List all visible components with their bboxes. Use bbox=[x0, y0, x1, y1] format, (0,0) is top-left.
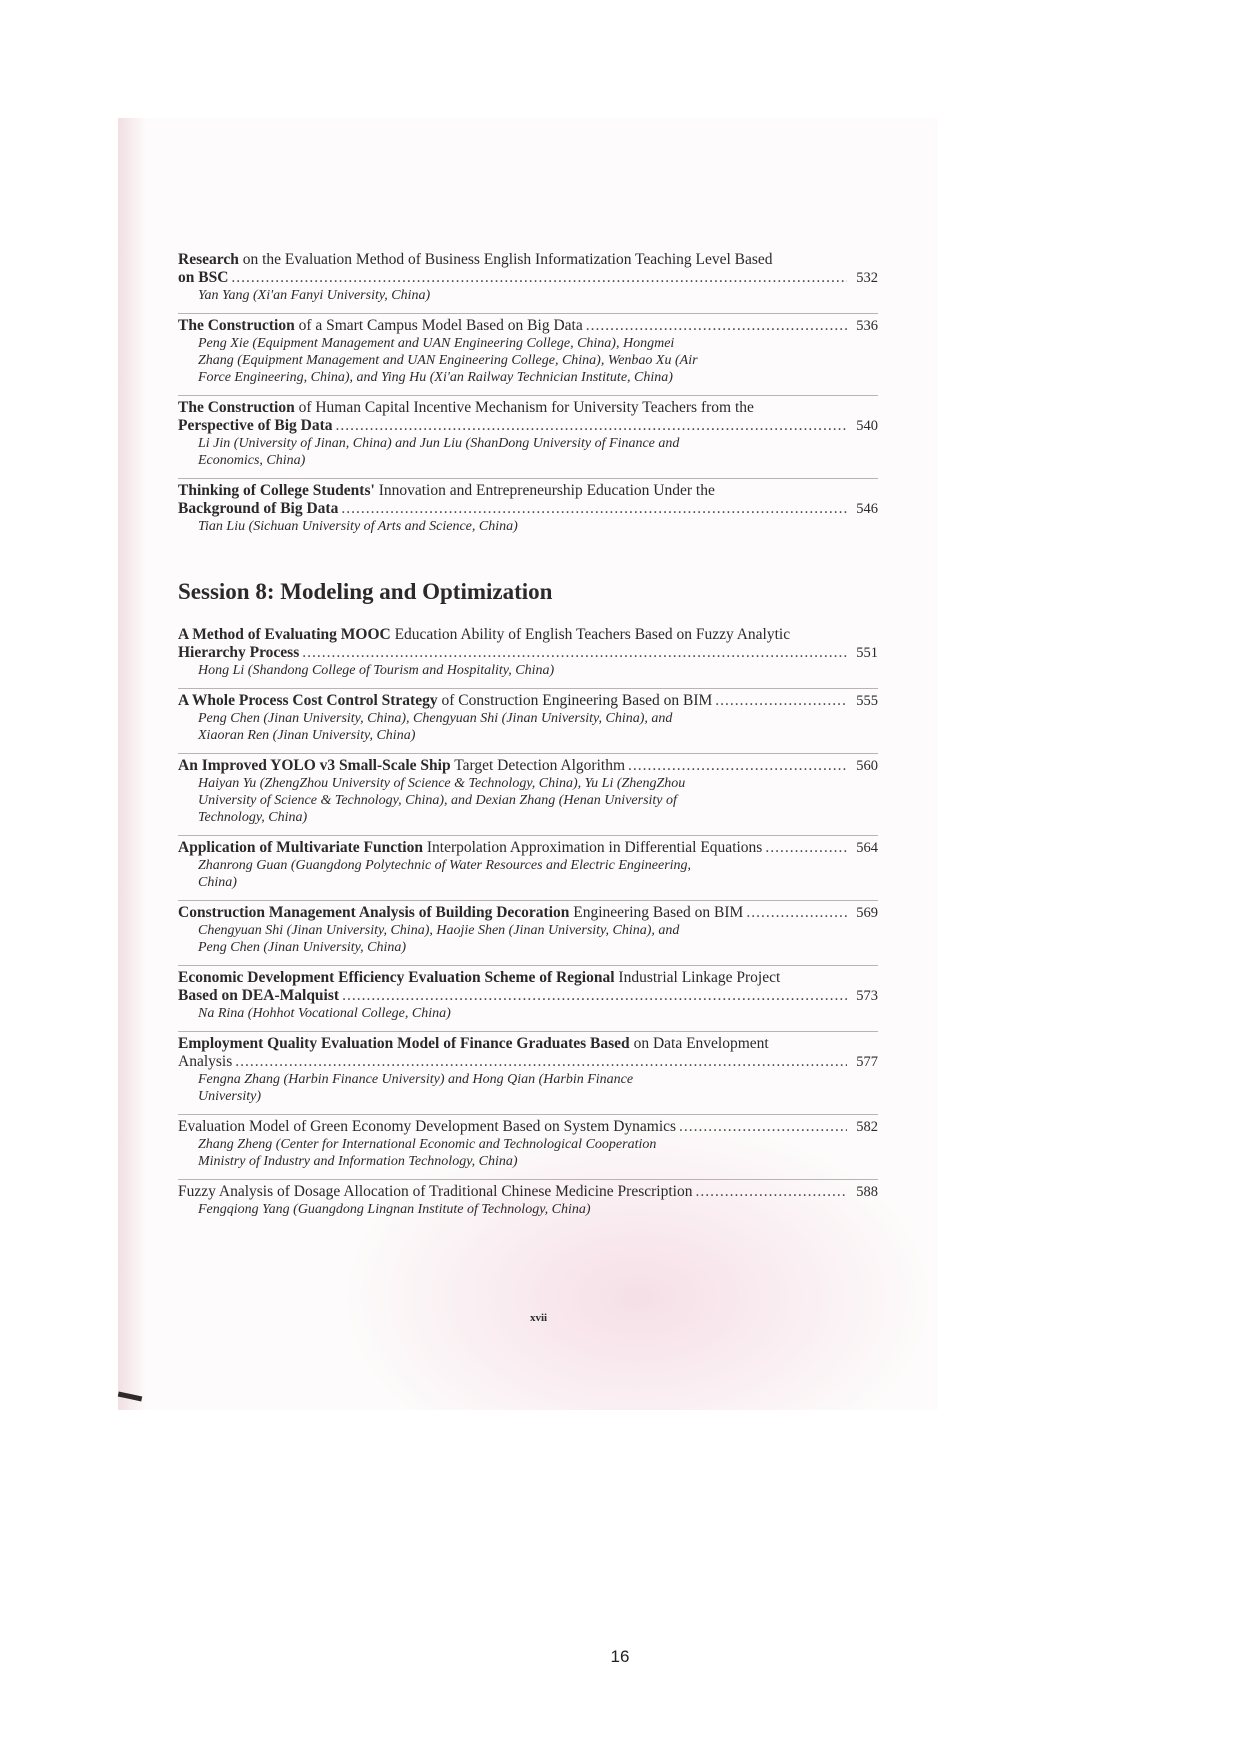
entry-title-line bbox=[178, 500, 878, 518]
entry-authors: Tian Liu (Sichuan University of Arts and Science, China) bbox=[198, 519, 518, 534]
leader-dots bbox=[341, 500, 847, 518]
entry-title-bold: Thinking of College Students' bbox=[178, 482, 375, 499]
leader-dots bbox=[746, 904, 847, 922]
entry-page: 564 bbox=[856, 840, 878, 856]
toc-entry bbox=[178, 1031, 878, 1105]
entry-title-rest: on the Evaluation Method of Business English Informatization Teaching Level Based bbox=[238, 251, 773, 268]
entry-authors: Haiyan Yu (ZhengZhou University of Science & Technology, China), Yu Li (ZhengZhou University of Science & Technology, China), and Dexian Zhang (Henan University of Technology, China) bbox=[198, 776, 686, 825]
entry-title-bold: A Method of Evaluating MOOC bbox=[178, 626, 391, 643]
toc-entry bbox=[178, 313, 878, 386]
leader-dots bbox=[628, 757, 847, 775]
toc-entry bbox=[178, 623, 878, 679]
toc-entry bbox=[178, 965, 878, 1022]
entry-page: 540 bbox=[856, 418, 878, 434]
entry-title-rest: Education Ability of English Teachers Based on Fuzzy Analytic bbox=[390, 626, 791, 643]
entry-page: 555 bbox=[856, 693, 878, 709]
entry-title bbox=[178, 1035, 878, 1053]
entry-title-line bbox=[178, 1053, 878, 1071]
entry-title-line bbox=[178, 1118, 878, 1136]
entry-title-line bbox=[178, 417, 878, 435]
entry-title-line bbox=[178, 839, 878, 857]
entry-page: 577 bbox=[856, 1054, 878, 1070]
page-number: 16 bbox=[610, 1647, 630, 1666]
entry-title bbox=[178, 969, 878, 987]
entry-page: 560 bbox=[856, 758, 878, 774]
leader-dots bbox=[586, 317, 847, 335]
entry-title-rest: of Human Capital Incentive Mechanism for University Teachers from the bbox=[294, 399, 754, 416]
leader-dots bbox=[695, 1183, 847, 1201]
toc-entry bbox=[178, 835, 878, 891]
entry-title-bold: Application of Multivariate Function bbox=[178, 839, 423, 856]
toc-content bbox=[178, 248, 878, 1227]
entry-title-bold: Economic Development Efficiency Evaluation Scheme of Regional bbox=[178, 969, 615, 986]
session-heading: Session 8: Modeling and Optimization bbox=[178, 579, 553, 604]
entry-title-bold: Evaluation Model of Green Economy Development Based on System Dynamics bbox=[178, 1118, 677, 1135]
leader-dots bbox=[765, 839, 847, 857]
entry-title-line bbox=[178, 317, 878, 335]
entry-authors: Hong Li (Shandong College of Tourism and Hospitality, China) bbox=[198, 663, 555, 678]
entry-title bbox=[178, 399, 878, 417]
leader-dots bbox=[336, 417, 847, 435]
leader-dots bbox=[235, 1053, 847, 1071]
entry-title bbox=[178, 626, 878, 644]
entry-title-line bbox=[178, 987, 878, 1005]
entry-title bbox=[178, 251, 878, 269]
leader-dots bbox=[342, 987, 847, 1005]
toc-entry bbox=[178, 1114, 878, 1170]
entry-title-rest: on Data Envelopment bbox=[629, 1035, 769, 1052]
toc-entry bbox=[178, 248, 878, 304]
entry-title-rest: Industrial Linkage Project bbox=[614, 969, 781, 986]
entry-title-rest: Interpolation Approximation in Differential Equations bbox=[422, 839, 763, 856]
entry-page: 569 bbox=[856, 905, 878, 921]
entry-authors: Yan Yang (Xi'an Fanyi University, China) bbox=[198, 288, 431, 303]
entry-title bbox=[178, 482, 878, 500]
entry-title-cont: Hierarchy Process bbox=[178, 644, 300, 661]
entry-authors: Peng Xie (Equipment Management and UAN Engineering College, China), Hongmei Zhang (Equipment Management and UAN Engineering College, China), Wenbao Xu (Air Force Engineering, China), and Ying Hu (Xi'an Railway Technician Institute, China) bbox=[198, 336, 698, 385]
entry-authors: Chengyuan Shi (Jinan University, China), Haojie Shen (Jinan University, China), and Peng Chen (Jinan University, China) bbox=[198, 923, 680, 955]
toc-entry bbox=[178, 753, 878, 826]
entry-title-line bbox=[178, 904, 878, 922]
entry-authors: Li Jin (University of Jinan, China) and Jun Liu (ShanDong University of Finance and Economics, China) bbox=[198, 436, 680, 468]
entry-title-line bbox=[178, 269, 878, 287]
leader-dots bbox=[715, 692, 847, 710]
entry-authors: Peng Chen (Jinan University, China), Chengyuan Shi (Jinan University, China), and Xiaoran Ren (Jinan University, China) bbox=[198, 711, 673, 743]
entry-authors: Zhang Zheng (Center for International Economic and Technological Cooperation Ministry of Industry and Information Technology, China) bbox=[198, 1137, 657, 1169]
entry-authors: Na Rina (Hohhot Vocational College, China) bbox=[198, 1006, 451, 1021]
entry-page: 551 bbox=[856, 645, 878, 661]
entry-page: 588 bbox=[856, 1184, 878, 1200]
entry-title-cont: Analysis bbox=[178, 1053, 233, 1070]
entry-page: 536 bbox=[856, 318, 878, 334]
entry-title-line bbox=[178, 1183, 878, 1201]
entry-title-bold: Employment Quality Evaluation Model of Finance Graduates Based bbox=[178, 1035, 630, 1052]
entry-title-rest: Engineering Based on BIM bbox=[569, 904, 744, 921]
entry-page: 546 bbox=[856, 501, 878, 517]
roman-page-number: xvii bbox=[530, 1312, 548, 1324]
entry-authors: Fengqiong Yang (Guangdong Lingnan Institute of Technology, China) bbox=[198, 1202, 591, 1217]
leader-dots bbox=[679, 1118, 847, 1136]
entry-authors: Zhanrong Guan (Guangdong Polytechnic of Water Resources and Electric Engineering, China) bbox=[198, 858, 692, 890]
entry-title-bold: Construction Management Analysis of Building Decoration bbox=[178, 904, 570, 921]
entry-title-bold: Research bbox=[178, 251, 239, 268]
entry-title-line bbox=[178, 757, 878, 775]
toc-entry bbox=[178, 688, 878, 744]
entry-title-bold: Fuzzy Analysis of Dosage Allocation of Traditional Chinese Medicine Prescription bbox=[178, 1183, 693, 1200]
entry-page: 532 bbox=[856, 270, 878, 286]
toc-entry bbox=[178, 395, 878, 469]
entry-authors: Fengna Zhang (Harbin Finance University) and Hong Qian (Harbin Finance University) bbox=[198, 1072, 634, 1104]
entry-title-cont: Perspective of Big Data bbox=[178, 417, 333, 434]
entry-page: 573 bbox=[856, 988, 878, 1004]
leader-dots bbox=[231, 269, 847, 287]
toc-entry bbox=[178, 900, 878, 956]
entry-title-line bbox=[178, 644, 878, 662]
toc-entry bbox=[178, 1179, 878, 1218]
leader-dots bbox=[302, 644, 847, 662]
entry-title-bold: An Improved YOLO v3 Small-Scale Ship bbox=[178, 757, 451, 774]
entry-title-rest: of a Smart Campus Model Based on Big Data bbox=[294, 317, 583, 334]
entry-title-rest: Target Detection Algorithm bbox=[450, 757, 625, 774]
entry-title-cont: on BSC bbox=[178, 269, 229, 286]
entry-title-cont: Based on DEA-Malquist bbox=[178, 987, 340, 1004]
entry-title-rest: of Construction Engineering Based on BIM bbox=[437, 692, 713, 709]
entry-title-rest: Innovation and Entrepreneurship Education Under the bbox=[374, 482, 715, 499]
entry-title-bold: The Construction bbox=[178, 317, 295, 334]
toc-entry bbox=[178, 478, 878, 535]
entry-title-line bbox=[178, 692, 878, 710]
entry-title-bold: The Construction bbox=[178, 399, 295, 416]
entry-title-bold: A Whole Process Cost Control Strategy bbox=[178, 692, 438, 709]
entry-page: 582 bbox=[856, 1119, 878, 1135]
entry-title-cont: Background of Big Data bbox=[178, 500, 339, 517]
